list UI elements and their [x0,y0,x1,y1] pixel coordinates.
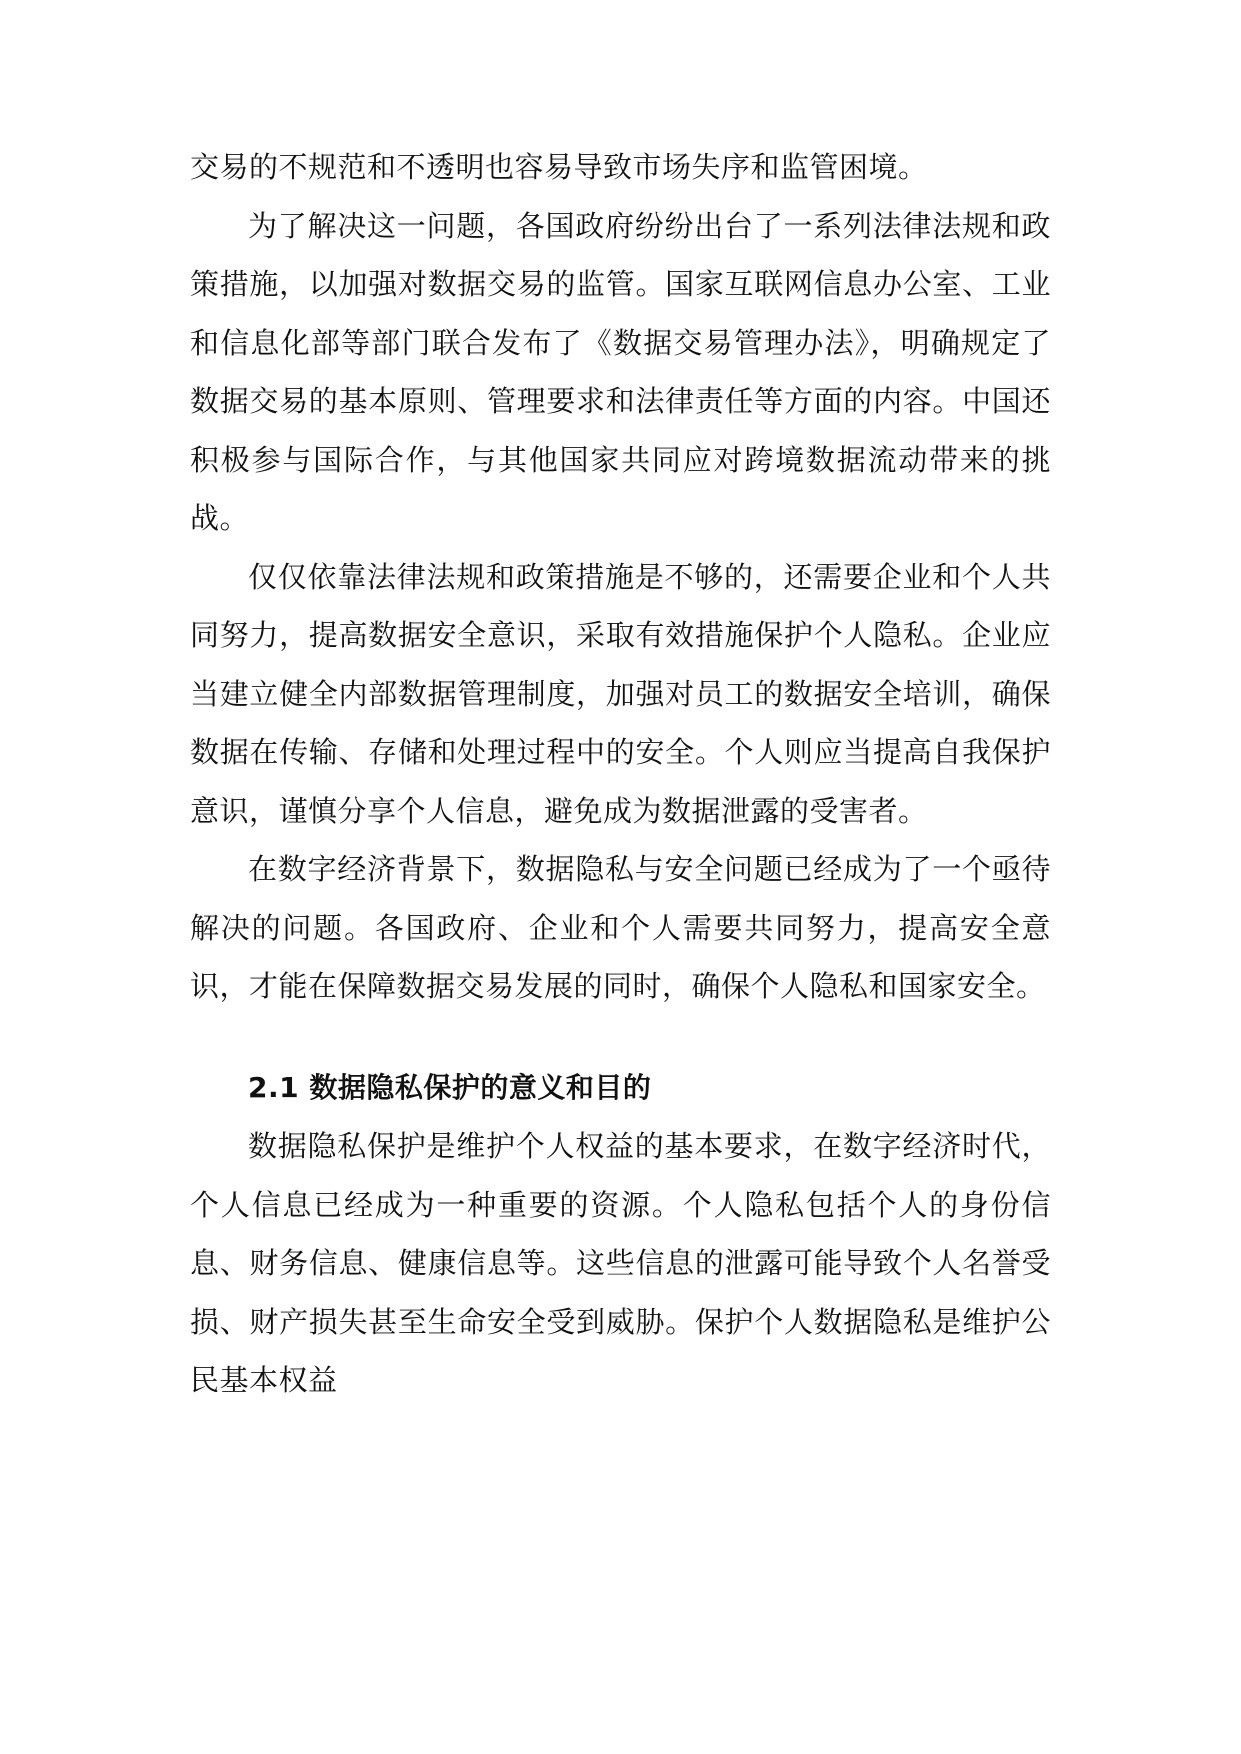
paragraph-continued: 交易的不规范和不透明也容易导致市场失序和监管困境。 [190,150,928,184]
paragraph-privacy-meaning: 数据隐私保护是维护个人权益的基本要求，在数字经济时代，个人信息已经成为一种重要的资源。个人隐私包括个人的身份信息、财务信息、健康信息等。这些信息的泄露可能导致个人名誉受损、财产损失甚至生命安全受到威胁。保护个人数据隐私是维护公民基本权益 [190,1129,1051,1397]
section-heading: 2.1 数据隐私保护的意义和目的 [248,1070,652,1104]
paragraph-regulation: 为了解决这一问题，各国政府纷纷出台了一系列法律法规和政策措施，以加强对数据交易的监管。国家互联网信息办公室、工业和信息化部等部门联合发布了《数据交易管理办法》，明确规定了数据交易的基本原则、管理要求和法律责任等方面的内容。中国还积极参与国际合作，与其他国家共同应对跨境数据流动带来的挑战。 [190,208,1051,535]
paragraph-conclusion: 在数字经济背景下，数据隐私与安全问题已经成为了一个亟待解决的问题。各国政府、企业和个人需要共同努力，提高安全意识，才能在保障数据交易发展的同时，确保个人隐私和国家安全。 [190,852,1051,1003]
paragraph-enterprise-individual: 仅仅依靠法律法规和政策措施是不够的，还需要企业和个人共同努力，提高数据安全意识，采取有效措施保护个人隐私。企业应当建立健全内部数据管理制度，加强对员工的数据安全培训，确保数据在传输、存储和处理过程中的安全。个人则应当提高自我保护意识，谨慎分享个人信息，避免成为数据泄露的受害者。 [190,559,1051,828]
document-body [190,138,1051,1410]
